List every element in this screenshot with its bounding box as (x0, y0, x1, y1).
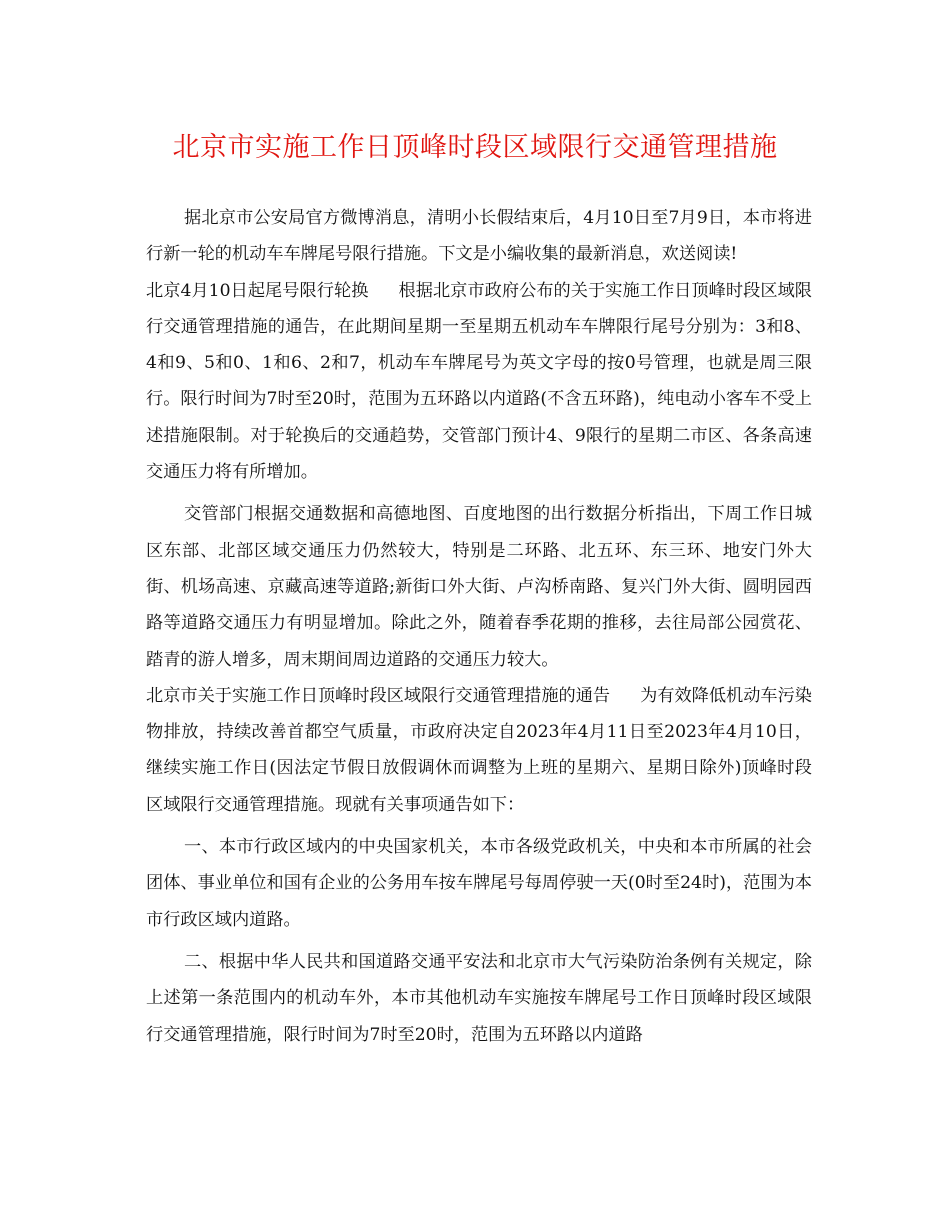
section-heading-notice: 北京市关于实施工作日顶峰时段区域限行交通管理措施的通告 (146, 685, 611, 706)
document-title: 北京市实施工作日顶峰时段区域限行交通管理措施 (172, 132, 778, 163)
paragraph-notice (146, 678, 812, 823)
paragraph-rotation (146, 273, 812, 491)
paragraph-traffic-analysis: 交管部门根据交通数据和高德地图、百度地图的出行数据分析指出，下周工作日城区东部、北部区域交通压力仍然较大，特别是二环路、北五环、东三环、地安门外大街、机场高速、京藏高速等道路;新街口外大街、卢沟桥南路、复兴门外大街、圆明园西路等道路交通压力有明显增加。除此之外，随着春季花期的推移，去往局部公园赏花、踏青的游人增多，周末期间周边道路的交通压力较大。 (146, 504, 812, 670)
paragraph-rotation-text: 根据北京市政府公布的关于实施工作日顶峰时段区域限行交通管理措施的通告，在此期间星期一至星期五机动车车牌限行尾号分别为：3和8、4和9、5和0、1和6、2和7，机动车车牌尾号为英文字母的按0号管理，也就是周三限行。限行时间为7时至20时，范围为五环路以内道路(不含五环路)，纯电动小客车不受上述措施限制。对于轮换后的交通趋势，交管部门预计4、9限行的星期二市区、各条高速交通压力将有所增加。 (146, 280, 812, 483)
paragraph-notice-text: 为有效降低机动车污染物排放，持续改善首都空气质量，市政府决定自2023年4月11日至2023年4月10日，继续实施工作日(因法定节假日放假调休而调整为上班的星期六、星期日除外)顶峰时段区域限行交通管理措施。现就有关事项通告如下： (146, 685, 812, 815)
paragraph-item-one: 一、本市行政区域内的中央国家机关，本市各级党政机关，中央和本市所属的社会团体、事业单位和国有企业的公务用车按车牌尾号每周停驶一天(0时至24时)，范围为本市行政区域内道路。 (146, 837, 812, 930)
paragraph-item-two: 二、根据中华人民共和国道路交通平安法和北京市大气污染防治条例有关规定，除上述第一条范围内的机动车外，本市其他机动车实施按车牌尾号工作日顶峰时段区域限行交通管理措施，限行时间为7时至20时，范围为五环路以内道路 (146, 951, 812, 1045)
document-body (146, 200, 812, 1053)
section-heading-rotation: 北京4月10日起尾号限行轮换 (146, 280, 369, 301)
paragraph-intro: 据北京市公安局官方微博消息，清明小长假结束后，4月10日至7月9日，本市将进行新一轮的机动车车牌尾号限行措施。下文是小编收集的最新消息，欢送阅读! (146, 208, 812, 265)
